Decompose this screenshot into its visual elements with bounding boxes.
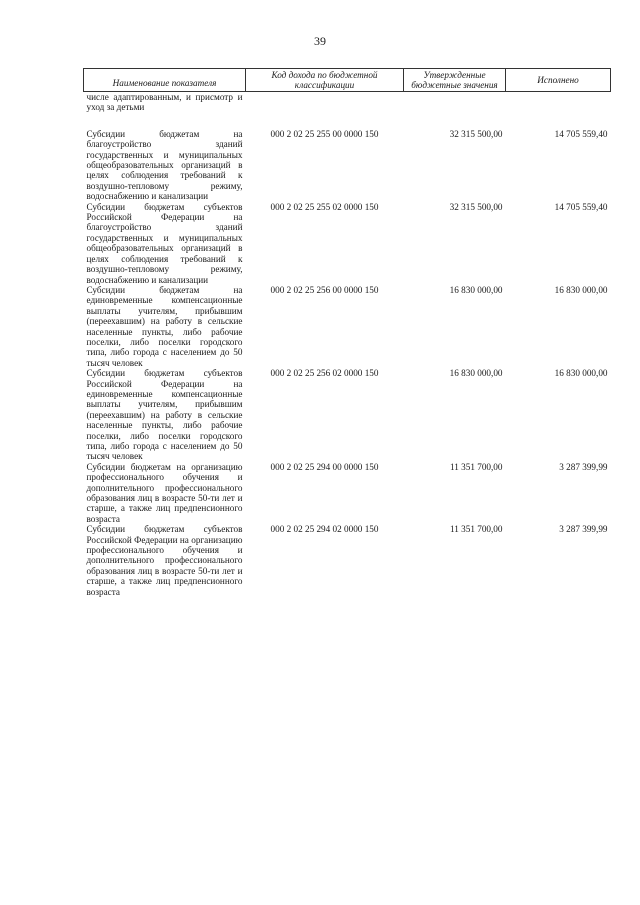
budget-table [83,68,611,597]
row-code: 000 2 02 25 255 00 0000 150 [270,128,379,139]
row-approved: 11 351 700,00 [450,461,503,472]
table-row [84,129,611,202]
row-approved-empty [404,92,506,129]
table-row [84,285,611,368]
row-code: 000 2 02 25 256 00 0000 150 [270,284,379,295]
row-name: Субсидии бюджетам субъектов Российской Федерации на благоустройство зданий государственных и муниципальных общеобразовательных организаций в целях соблюдения требований к воздушно-тепловому режиму, водоснабжению и канализации [86,201,243,285]
row-executed: 16 830 000,00 [554,284,608,295]
row-name: Субсидии бюджетам на единовременные компенсационные выплаты учителям, прибывшим (переехавшим) на работу в сельские населенные пункты, либо рабочие поселки, либо поселки городского типа, либо города с населением до 50 тысяч человек [86,284,243,368]
row-executed: 14 705 559,40 [554,201,608,212]
row-code-empty [246,92,404,129]
row-name: Субсидии бюджетам субъектов Российской Федерации на единовременные компенсационные выплаты учителям, прибывшим (переехавшим) на работу в сельские населенные пункты, либо рабочие поселки, либо поселки городского типа, либо города с населением до 50 тысяч человек [86,368,243,462]
table-row [84,524,611,597]
row-code: 000 2 02 25 294 00 0000 150 [270,461,379,472]
row-name: Субсидии бюджетам на благоустройство зданий государственных и муниципальных общеобразовательных организаций в целях соблюдения требований к воздушно-тепловому режиму, водоснабжению и канализации [86,128,243,202]
row-executed: 16 830 000,00 [554,368,608,379]
table-row [84,368,611,462]
header-code: Код дохода по бюджетной классификации [246,69,404,92]
table-row-continuation [84,92,611,129]
row-code: 000 2 02 25 294 02 0000 150 [270,524,379,535]
row-executed: 3 287 399,99 [559,461,608,472]
row-approved: 32 315 500,00 [449,201,503,212]
row-executed: 14 705 559,40 [554,128,608,139]
row-executed-empty [506,92,611,129]
row-name: числе адаптированным, и присмотр и уход за детьми [86,92,243,113]
row-code: 000 2 02 25 255 02 0000 150 [270,201,379,212]
row-code: 000 2 02 25 256 02 0000 150 [270,368,379,379]
table-row [84,462,611,524]
header-name: Наименование показателя [84,69,246,92]
row-name: Субсидии бюджетам субъектов Российской Федерации на организацию профессионального обучения и дополнительного профессионального образования лиц в возрасте 50-ти лет и старше, а также лиц предпенсионного возраста [86,524,243,597]
table-header-row [84,69,611,92]
header-approved: Утвержденные бюджетные значения [404,69,506,92]
row-approved: 32 315 500,00 [449,128,503,139]
row-name: Субсидии бюджетам на организацию профессионального обучения и дополнительного профессионального образования лиц в возрасте 50-ти лет и старше, а также лиц предпенсионного возраста [86,461,243,524]
row-approved: 16 830 000,00 [449,368,503,379]
row-approved: 11 351 700,00 [450,524,503,535]
header-executed: Исполнено [506,69,611,92]
page-number: 39 [314,34,326,48]
row-approved: 16 830 000,00 [449,284,503,295]
table-row [84,202,611,285]
row-executed: 3 287 399,99 [559,524,608,535]
